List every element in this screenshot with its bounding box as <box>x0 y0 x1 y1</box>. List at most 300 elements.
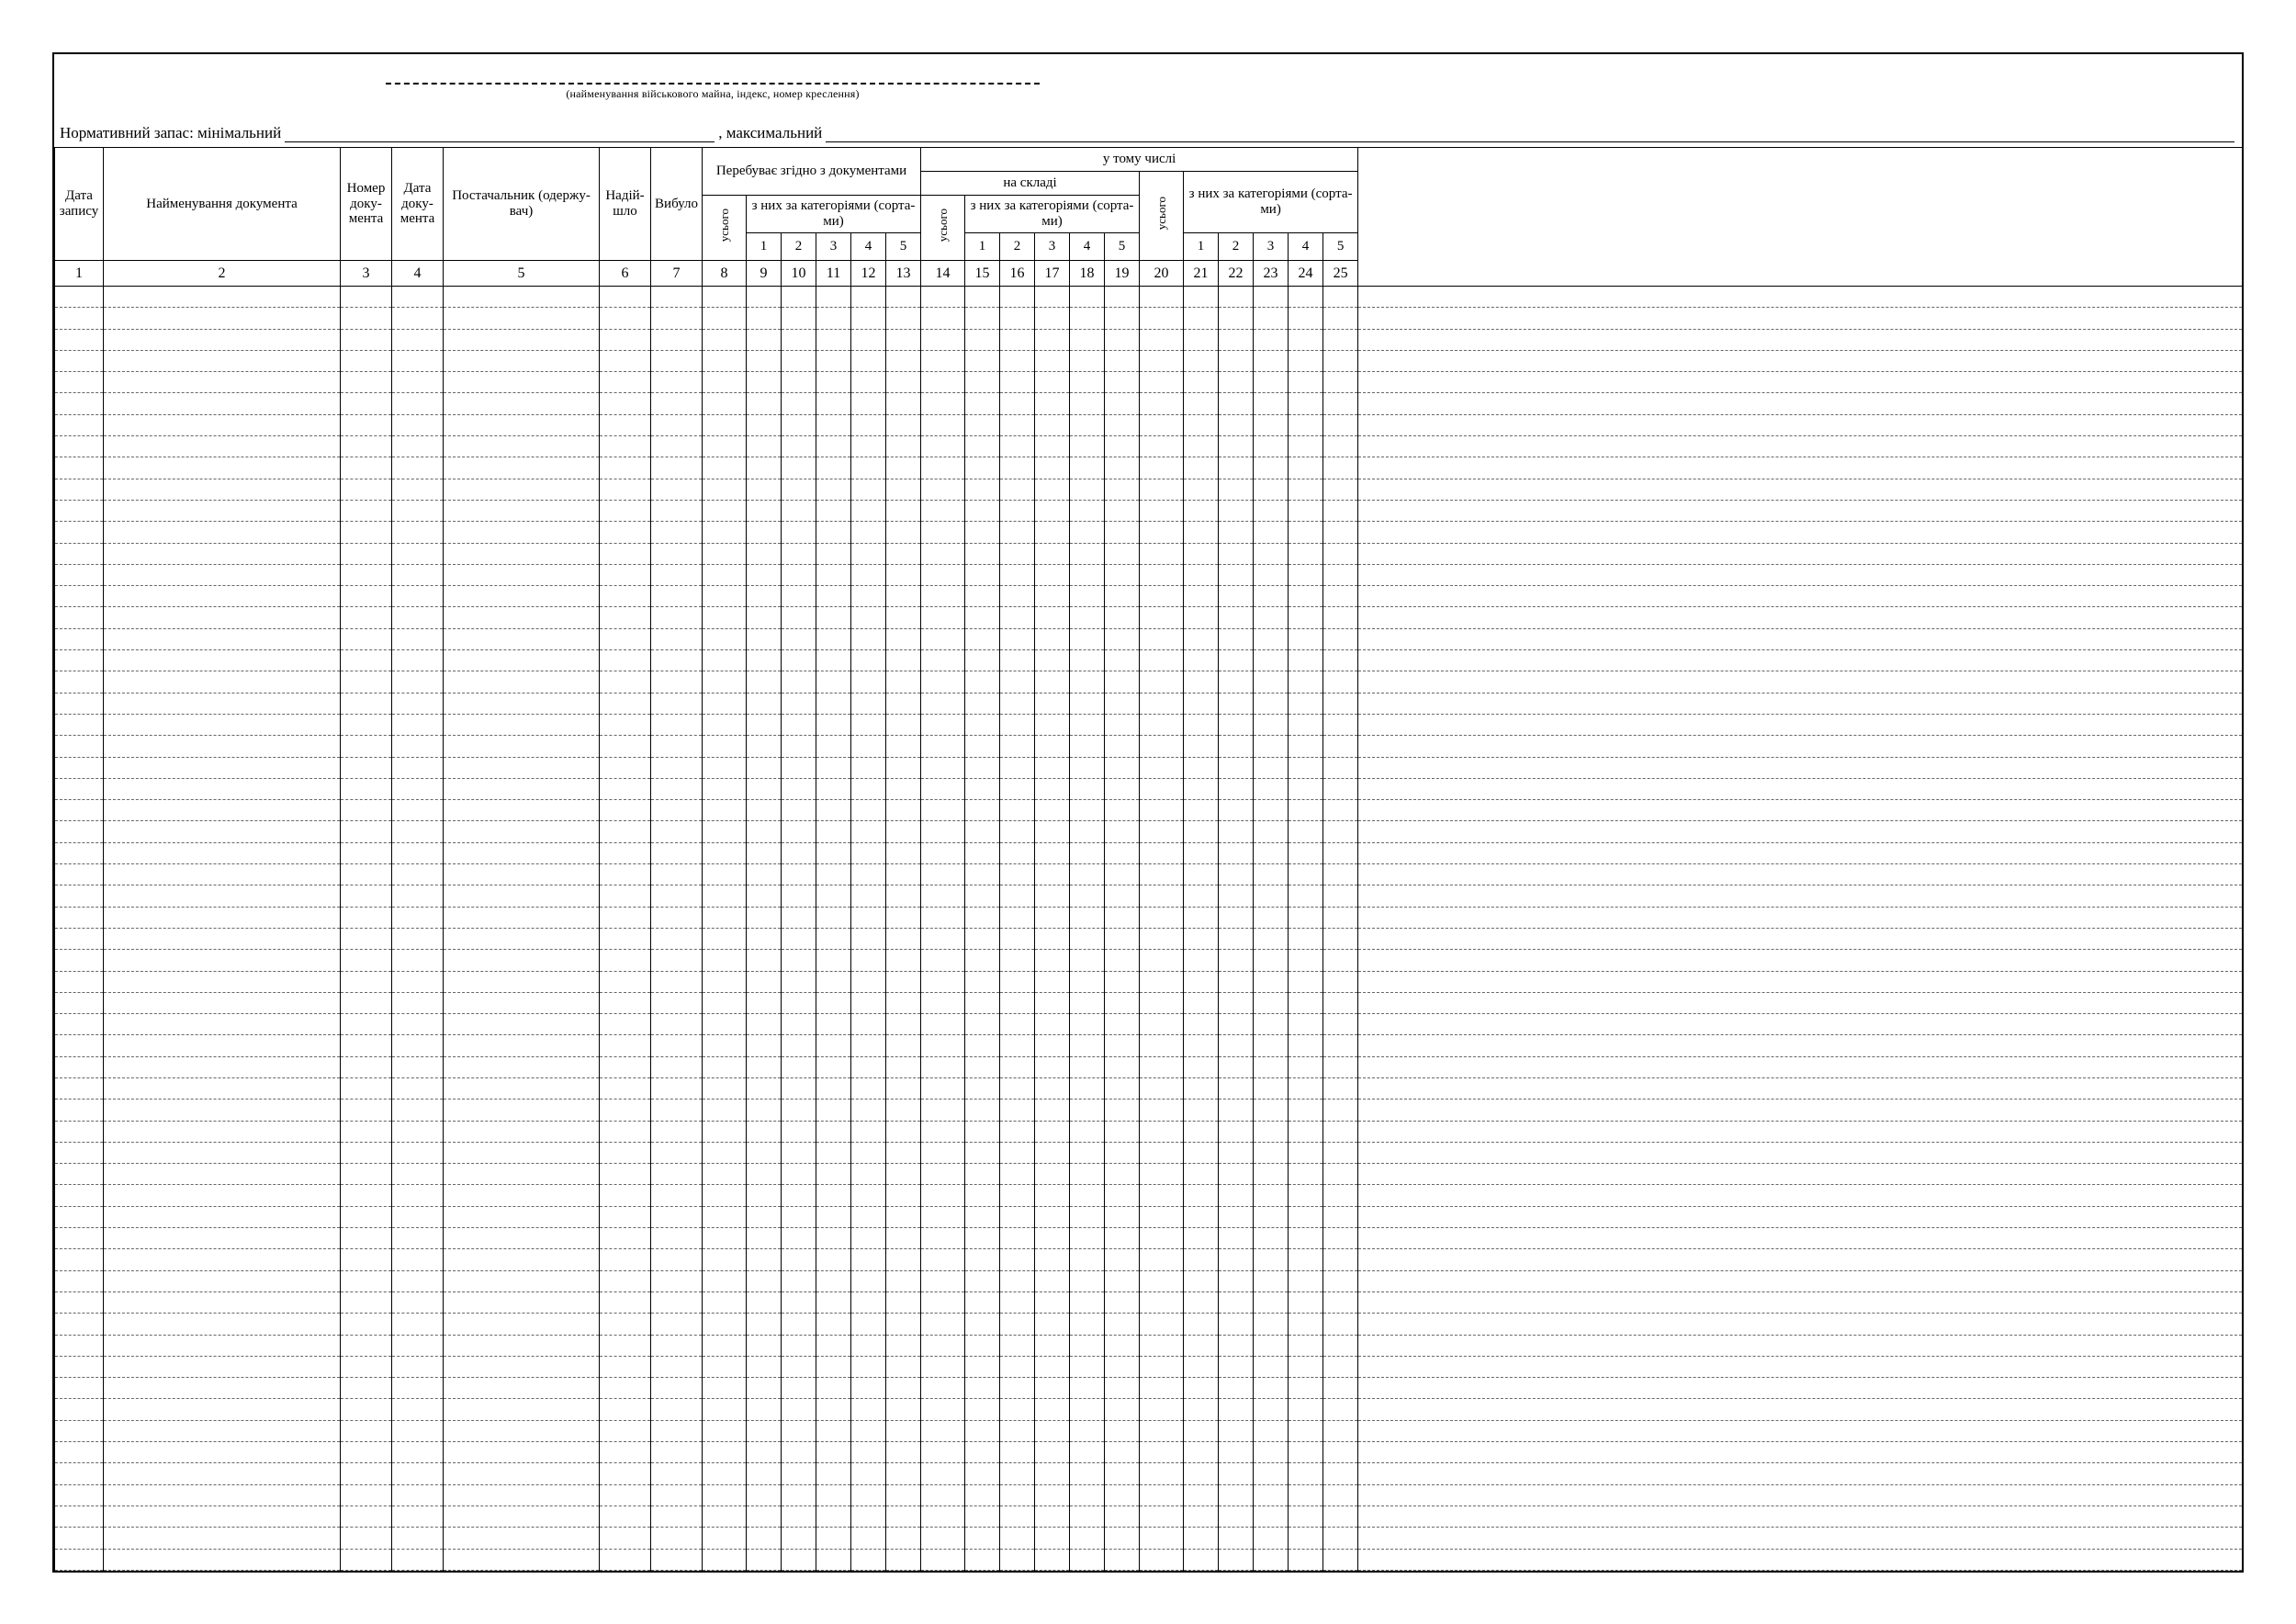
empty-cell <box>1358 842 2243 863</box>
empty-cell <box>1358 586 2243 607</box>
empty-cell <box>444 1484 600 1506</box>
empty-cell <box>341 971 392 992</box>
empty-cell <box>1000 1249 1035 1270</box>
empty-cell <box>703 971 747 992</box>
empty-cell <box>816 907 851 928</box>
col-header-issued: Вибуло <box>651 148 703 261</box>
empty-cell <box>1000 350 1035 371</box>
empty-cell <box>392 287 444 308</box>
empty-cell <box>1358 1399 2243 1420</box>
table-row <box>55 308 2243 329</box>
column-number-cell: 21 <box>1184 261 1219 287</box>
empty-cell <box>444 714 600 735</box>
empty-cell <box>1000 650 1035 671</box>
empty-cell <box>1035 1291 1070 1313</box>
empty-cell <box>651 628 703 649</box>
empty-cell <box>921 821 965 842</box>
empty-cell <box>851 1484 886 1506</box>
empty-cell <box>703 329 747 350</box>
empty-cell <box>782 457 816 479</box>
empty-cell <box>1000 543 1035 564</box>
empty-cell <box>1035 736 1070 757</box>
empty-cell <box>444 1164 600 1185</box>
empty-cell <box>1254 1549 1289 1570</box>
empty-cell <box>886 1056 921 1077</box>
empty-cell <box>651 1528 703 1549</box>
empty-cell <box>651 1142 703 1163</box>
empty-cell <box>55 1442 104 1463</box>
empty-cell <box>1105 1100 1140 1121</box>
empty-cell <box>1323 1399 1358 1420</box>
empty-cell <box>444 1291 600 1313</box>
empty-cell <box>1184 1506 1219 1527</box>
empty-cell <box>965 778 1000 799</box>
empty-cell <box>600 1014 651 1035</box>
empty-cell <box>1000 457 1035 479</box>
empty-cell <box>104 1484 341 1506</box>
empty-cell <box>1289 308 1323 329</box>
empty-cell <box>1254 329 1289 350</box>
empty-cell <box>1323 1056 1358 1077</box>
empty-cell <box>1000 1528 1035 1549</box>
empty-cell <box>1000 821 1035 842</box>
empty-cell <box>1140 864 1184 885</box>
column-number-cell: 14 <box>921 261 965 287</box>
empty-cell <box>703 1291 747 1313</box>
empty-cell <box>782 1035 816 1056</box>
empty-cell <box>341 1206 392 1227</box>
empty-cell <box>392 586 444 607</box>
empty-cell <box>1184 393 1219 414</box>
empty-cell <box>816 414 851 435</box>
empty-cell <box>851 800 886 821</box>
empty-cell <box>444 1056 600 1077</box>
empty-cell <box>1289 693 1323 714</box>
column-number-cell: 11 <box>816 261 851 287</box>
empty-cell <box>444 543 600 564</box>
empty-cell <box>444 1206 600 1227</box>
empty-cell <box>341 821 392 842</box>
empty-cell <box>444 650 600 671</box>
empty-cell <box>1105 1249 1140 1270</box>
empty-cell <box>392 800 444 821</box>
empty-cell <box>1105 800 1140 821</box>
table-row <box>55 479 2243 500</box>
empty-cell <box>747 1121 782 1142</box>
empty-cell <box>1140 821 1184 842</box>
empty-cell <box>55 479 104 500</box>
empty-cell <box>55 928 104 949</box>
empty-cell <box>816 714 851 735</box>
empty-cell <box>851 1249 886 1270</box>
column-number-cell: 19 <box>1105 261 1140 287</box>
empty-cell <box>816 1335 851 1356</box>
empty-cell <box>1184 1528 1219 1549</box>
empty-cell <box>816 500 851 521</box>
table-row <box>55 971 2243 992</box>
empty-cell <box>816 564 851 585</box>
category-number-cell: 3 <box>1254 233 1289 261</box>
group-header-categories-documents: з них за категоріями (сорта-ми) <box>747 196 921 233</box>
empty-cell <box>1105 1378 1140 1399</box>
empty-cell <box>965 885 1000 907</box>
empty-cell <box>444 864 600 885</box>
empty-cell <box>886 864 921 885</box>
empty-cell <box>886 393 921 414</box>
empty-cell <box>1358 1100 2243 1121</box>
empty-cell <box>1035 1185 1070 1206</box>
empty-cell <box>600 500 651 521</box>
empty-cell <box>1000 1420 1035 1441</box>
empty-cell <box>1105 500 1140 521</box>
empty-cell <box>747 1420 782 1441</box>
table-row <box>55 885 2243 907</box>
empty-cell <box>703 1077 747 1099</box>
empty-cell <box>782 821 816 842</box>
empty-cell <box>104 1378 341 1399</box>
empty-cell <box>1000 1378 1035 1399</box>
empty-cell <box>55 1291 104 1313</box>
empty-cell <box>1184 372 1219 393</box>
empty-cell <box>1070 1463 1105 1484</box>
empty-cell <box>703 1314 747 1335</box>
empty-cell <box>782 778 816 799</box>
empty-cell <box>1105 1506 1140 1527</box>
empty-cell <box>782 564 816 585</box>
empty-cell <box>392 1484 444 1506</box>
empty-cell <box>851 864 886 885</box>
empty-cell <box>55 1056 104 1077</box>
empty-cell <box>703 586 747 607</box>
empty-cell <box>651 714 703 735</box>
empty-cell <box>1070 1399 1105 1420</box>
empty-cell <box>600 928 651 949</box>
empty-cell <box>1140 757 1184 778</box>
empty-cell <box>747 500 782 521</box>
empty-cell <box>1140 885 1184 907</box>
empty-cell <box>747 1378 782 1399</box>
column-number-cell: 7 <box>651 261 703 287</box>
empty-cell <box>1254 650 1289 671</box>
empty-cell <box>104 1420 341 1441</box>
empty-cell <box>600 1442 651 1463</box>
empty-cell <box>1105 1335 1140 1356</box>
empty-cell <box>600 1121 651 1142</box>
empty-cell <box>600 1314 651 1335</box>
empty-cell <box>1035 1335 1070 1356</box>
empty-cell <box>1219 842 1254 863</box>
empty-cell <box>851 628 886 649</box>
empty-cell <box>965 1228 1000 1249</box>
group-header-categories-warehouse: з них за категоріями (сорта-ми) <box>965 196 1140 233</box>
empty-cell <box>1184 479 1219 500</box>
empty-cell <box>1070 1549 1105 1570</box>
empty-cell <box>1219 1420 1254 1441</box>
empty-cell <box>886 992 921 1013</box>
table-row <box>55 607 2243 628</box>
column-number-cell: 16 <box>1000 261 1035 287</box>
empty-cell <box>816 757 851 778</box>
empty-cell <box>1289 800 1323 821</box>
empty-cell <box>1323 1335 1358 1356</box>
empty-cell <box>55 1249 104 1270</box>
empty-cell <box>1323 522 1358 543</box>
empty-cell <box>1358 992 2243 1013</box>
empty-cell <box>392 693 444 714</box>
empty-cell <box>104 1270 341 1291</box>
empty-cell <box>1140 1291 1184 1313</box>
table-row <box>55 1185 2243 1206</box>
empty-cell <box>782 928 816 949</box>
empty-cell <box>1140 329 1184 350</box>
empty-cell <box>1219 1249 1254 1270</box>
empty-cell <box>921 1484 965 1506</box>
empty-cell <box>104 992 341 1013</box>
empty-cell <box>1219 1100 1254 1121</box>
empty-cell <box>1000 1035 1035 1056</box>
empty-cell <box>55 308 104 329</box>
empty-cell <box>1289 1356 1323 1377</box>
empty-cell <box>1140 1228 1184 1249</box>
empty-cell <box>1254 607 1289 628</box>
empty-cell <box>1358 1420 2243 1441</box>
empty-cell <box>782 800 816 821</box>
empty-cell <box>886 564 921 585</box>
empty-cell <box>747 372 782 393</box>
empty-cell <box>1035 479 1070 500</box>
empty-cell <box>747 628 782 649</box>
empty-cell <box>1140 1035 1184 1056</box>
empty-cell <box>851 414 886 435</box>
empty-cell <box>1070 971 1105 992</box>
empty-cell <box>816 992 851 1013</box>
empty-cell <box>1000 500 1035 521</box>
empty-cell <box>1184 1142 1219 1163</box>
empty-cell <box>1070 885 1105 907</box>
empty-cell <box>392 714 444 735</box>
empty-cell <box>104 628 341 649</box>
empty-cell <box>747 543 782 564</box>
empty-cell <box>55 372 104 393</box>
empty-cell <box>55 586 104 607</box>
empty-cell <box>651 1164 703 1185</box>
empty-cell <box>1070 1014 1105 1035</box>
empty-cell <box>886 1356 921 1377</box>
empty-cell <box>921 757 965 778</box>
empty-cell <box>1105 414 1140 435</box>
empty-cell <box>921 714 965 735</box>
empty-cell <box>782 1206 816 1227</box>
empty-cell <box>55 393 104 414</box>
empty-cell <box>392 500 444 521</box>
empty-cell <box>600 1420 651 1441</box>
empty-cell <box>1219 522 1254 543</box>
empty-cell <box>1358 564 2243 585</box>
empty-cell <box>703 607 747 628</box>
empty-cell <box>1035 907 1070 928</box>
empty-cell <box>1035 543 1070 564</box>
empty-cell <box>1289 1228 1323 1249</box>
empty-cell <box>965 457 1000 479</box>
empty-cell <box>1035 1142 1070 1163</box>
empty-cell <box>1070 1270 1105 1291</box>
empty-cell <box>1105 1399 1140 1420</box>
empty-cell <box>341 1420 392 1441</box>
empty-cell <box>1000 1206 1035 1227</box>
empty-cell <box>816 1506 851 1527</box>
empty-cell <box>1254 1185 1289 1206</box>
empty-cell <box>1035 1378 1070 1399</box>
category-number-cell: 1 <box>747 233 782 261</box>
empty-cell <box>1219 1206 1254 1227</box>
empty-cell <box>886 1249 921 1270</box>
empty-cell <box>703 842 747 863</box>
empty-cell <box>703 1185 747 1206</box>
empty-cell <box>1035 1014 1070 1035</box>
empty-cell <box>1289 1442 1323 1463</box>
empty-cell <box>1035 650 1070 671</box>
empty-cell <box>1254 1035 1289 1056</box>
empty-cell <box>1219 650 1254 671</box>
category-number-cell: 4 <box>851 233 886 261</box>
empty-cell <box>1323 885 1358 907</box>
empty-cell <box>886 1420 921 1441</box>
empty-cell <box>341 1314 392 1335</box>
empty-cell <box>55 885 104 907</box>
empty-cell <box>1289 372 1323 393</box>
empty-cell <box>341 671 392 693</box>
empty-cell <box>703 907 747 928</box>
empty-cell <box>392 329 444 350</box>
empty-cell <box>816 329 851 350</box>
empty-cell <box>816 821 851 842</box>
empty-cell <box>104 1100 341 1121</box>
empty-cell <box>1184 821 1219 842</box>
empty-cell <box>1219 757 1254 778</box>
empty-cell <box>1254 543 1289 564</box>
empty-cell <box>1219 1185 1254 1206</box>
empty-cell <box>747 1291 782 1313</box>
empty-cell <box>851 329 886 350</box>
empty-cell <box>816 650 851 671</box>
column-number-cell: 18 <box>1070 261 1105 287</box>
empty-cell <box>703 864 747 885</box>
empty-cell <box>1035 950 1070 971</box>
empty-cell <box>921 1442 965 1463</box>
empty-cell <box>600 543 651 564</box>
empty-cell <box>444 586 600 607</box>
empty-cell <box>444 414 600 435</box>
empty-cell <box>341 714 392 735</box>
empty-cell <box>965 1484 1000 1506</box>
empty-cell <box>1219 287 1254 308</box>
empty-cell <box>747 1100 782 1121</box>
empty-cell <box>392 414 444 435</box>
empty-cell <box>392 1121 444 1142</box>
empty-cell <box>1254 1206 1289 1227</box>
column-number-cell: 20 <box>1140 261 1184 287</box>
empty-cell <box>1070 1335 1105 1356</box>
empty-cell <box>1323 1378 1358 1399</box>
empty-cell <box>392 1142 444 1163</box>
empty-cell <box>1105 950 1140 971</box>
empty-cell <box>965 1420 1000 1441</box>
empty-cell <box>444 1185 600 1206</box>
category-number-cell: 4 <box>1070 233 1105 261</box>
table-row <box>55 1077 2243 1099</box>
empty-cell <box>1358 1549 2243 1570</box>
empty-cell <box>600 329 651 350</box>
empty-cell <box>104 1121 341 1142</box>
empty-cell <box>703 1528 747 1549</box>
empty-cell <box>1323 800 1358 821</box>
empty-cell <box>1105 1056 1140 1077</box>
empty-cell <box>851 308 886 329</box>
empty-cell <box>1070 1228 1105 1249</box>
empty-cell <box>703 1121 747 1142</box>
empty-cell <box>1070 607 1105 628</box>
empty-cell <box>104 757 341 778</box>
empty-cell <box>886 907 921 928</box>
empty-cell <box>1070 650 1105 671</box>
empty-cell <box>886 1077 921 1099</box>
empty-cell <box>851 393 886 414</box>
empty-cell <box>1070 1291 1105 1313</box>
empty-cell <box>703 736 747 757</box>
empty-cell <box>600 757 651 778</box>
empty-cell <box>600 414 651 435</box>
empty-cell <box>1000 1056 1035 1077</box>
empty-cell <box>651 308 703 329</box>
empty-cell <box>703 1420 747 1441</box>
empty-cell <box>965 329 1000 350</box>
empty-cell <box>1323 907 1358 928</box>
empty-cell <box>1000 393 1035 414</box>
empty-cell <box>1105 971 1140 992</box>
empty-cell <box>1358 628 2243 649</box>
empty-cell <box>1184 992 1219 1013</box>
empty-cell <box>1323 1249 1358 1270</box>
empty-cell <box>965 1442 1000 1463</box>
empty-cell <box>1289 436 1323 457</box>
empty-cell <box>921 671 965 693</box>
empty-cell <box>1358 1506 2243 1527</box>
empty-cell <box>747 1249 782 1270</box>
empty-cell <box>1000 1463 1035 1484</box>
empty-cell <box>851 1056 886 1077</box>
empty-cell <box>1358 436 2243 457</box>
empty-cell <box>600 1528 651 1549</box>
empty-cell <box>816 1035 851 1056</box>
empty-cell <box>747 1399 782 1420</box>
empty-cell <box>1035 864 1070 885</box>
empty-cell <box>1289 393 1323 414</box>
empty-cell <box>444 436 600 457</box>
empty-cell <box>600 564 651 585</box>
empty-cell <box>1358 650 2243 671</box>
empty-cell <box>1219 586 1254 607</box>
empty-cell <box>1323 1270 1358 1291</box>
empty-cell <box>651 928 703 949</box>
empty-cell <box>600 457 651 479</box>
empty-cell <box>782 414 816 435</box>
empty-cell <box>747 607 782 628</box>
empty-cell <box>782 1442 816 1463</box>
empty-cell <box>886 1100 921 1121</box>
empty-cell <box>392 821 444 842</box>
empty-cell <box>1035 1356 1070 1377</box>
empty-cell <box>703 1228 747 1249</box>
